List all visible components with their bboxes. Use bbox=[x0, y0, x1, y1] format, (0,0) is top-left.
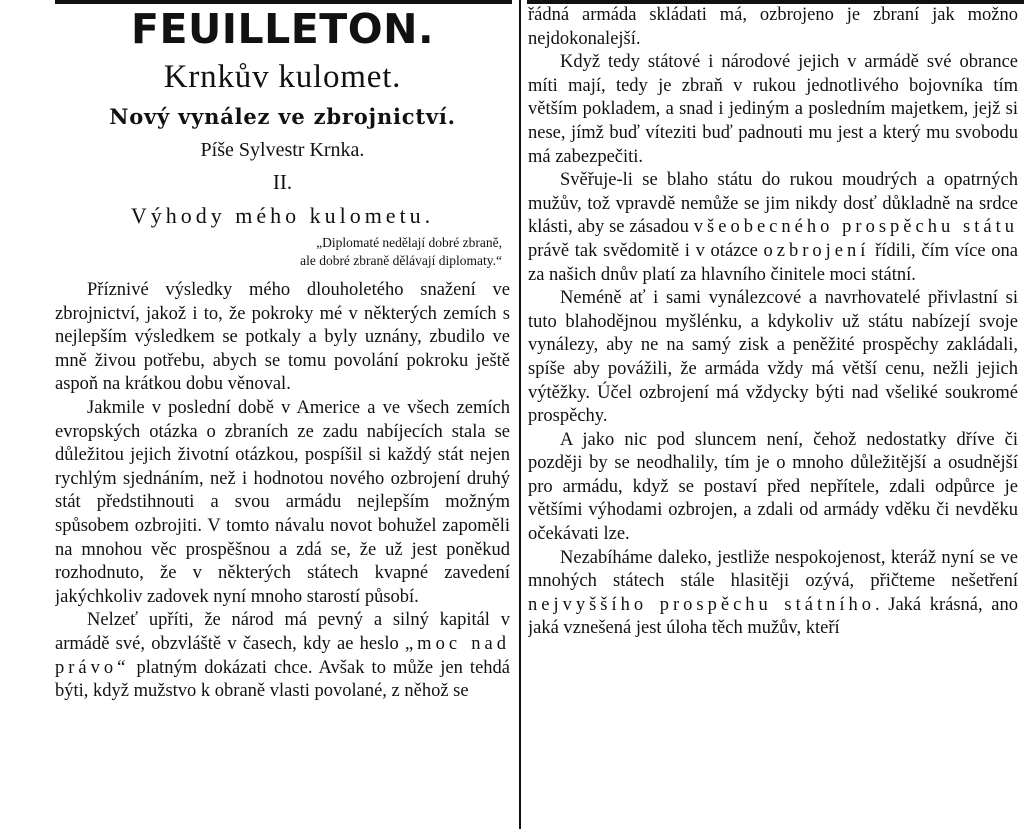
epigraph bbox=[55, 234, 510, 270]
left-column bbox=[55, 4, 510, 704]
text-run: Nelzeť upříti, že národ má pevný a silný kapitál v armádě své, obzvláště v časech, kdy ae heslo bbox=[55, 610, 510, 654]
paragraph: Neméně ať i sami vynálezcové a navrhovatelé přivlastní si tuto blahodějnou myšlénku, a kdykoliv už státu nabízejí svoje vynálezy, aby ne na samý zisk a peněžité prospěchy zakládali, spíše aby povážili, že armáda vždy má větší cenu, nežli jejich výtěžky. Účel ozbrojení má vždycky býti nad všeliké soukromé prospěchy. bbox=[528, 288, 1018, 427]
spaced-emphasis: nejvyššího prospěchu státního bbox=[528, 594, 875, 615]
text-run: Svěřuje-li se blaho státu do rukou moudrých a opatrných mužův, tož vpravdě nemůže se jim nikdy dosť důkladně na srdce klásti, aby se zásadou bbox=[528, 170, 1018, 238]
section-title: Výhody mého kulometu. bbox=[130, 203, 435, 228]
text-run: řídili, čím více ona za našich dnův platí za hlavního činitele moci státní. bbox=[528, 240, 1018, 285]
paragraph bbox=[528, 547, 1018, 641]
paragraph: A jako nic pod sluncem není, čehož nedostatky dříve či později by se neodhalily, tím je o mnoho důležitější a osudnější pro armádu, když se postaví před nepřítele, zdali odpůrce je většími výhodami ozbrojen, a zdali od armády vděku či nevděku očekávati lze. bbox=[528, 429, 1018, 545]
spaced-emphasis: „moc nad právo“ bbox=[55, 633, 510, 678]
paragraph: Jakmile v poslední době v Americe a ve všech zemích evropských otázka o zbraních ze zadu nabíjecích stala se důležitou jejich životní otázkou, pospíšil si každý stát nejen rychlým sjednáním, než i hodnotou nového ozbrojení druhý stát předstihnouti a svou armádu nejlepším možným spůsobem ozbrojiti. V tomto návalu novot bohužel zapoměli na mnohou věc prospěšnou a zdá se, že už jest poněkud rozhodnuto, že v některých státech kvapné zavedení jakýchkoliv zadovek nyní mnoho starostí působí. bbox=[55, 397, 510, 607]
paragraph: Příznivé výsledky mého dlouholetého snažení ve zbrojnictví, jakož i to, že pokroky mé v některých zemích s nejlepším výsledkem se potkaly a byly uznány, zbudilo ve mně živou potřebu, abych se tomu povolání pokroku ještě aspoň na krátkou dobu věnoval. bbox=[55, 280, 510, 395]
text-run: . Jaká krásná, ano jaká vznešená jest úloha těch mužův, kteří bbox=[528, 594, 1018, 639]
text-run: právě tak svědomitě i v otázce bbox=[528, 240, 764, 261]
spaced-emphasis: ozbrojení bbox=[763, 240, 870, 261]
column-divider bbox=[519, 0, 521, 829]
paragraph: Když tedy státové i národové jejich v armádě své obrance míti mají, tedy je zbraň v rukou jednotlivého bojovníka tím větším pokladem, a snad i jediným a posledním majetkem, jejž si nese, jímž buď víteziti buď padnouti mu jest a který mu svobodu má zabezpečiti. bbox=[528, 52, 1018, 167]
epigraph-line: ale dobré zbraně dělávají diplomaty.“ bbox=[300, 253, 502, 268]
paragraph bbox=[55, 609, 510, 703]
article-title: Krnkův kulomet. bbox=[163, 59, 402, 95]
text-run: Nezabíháme daleko, jestliže nespokojenost, kteráž nyní se ve mnohých státech stále hlasitěji ozývá, přičteme nešetření bbox=[528, 547, 1018, 592]
spaced-emphasis: všeobecného prospěchu státu bbox=[693, 217, 1018, 238]
section-heading: FEUILLETON. bbox=[130, 5, 435, 53]
right-column bbox=[528, 4, 1018, 641]
paragraph bbox=[528, 169, 1018, 287]
continuation-text: řádná armáda skládati má, ozbrojeno je zbraní jak možno nejdokonalejší. bbox=[528, 5, 1018, 49]
article-heading bbox=[55, 4, 510, 234]
part-number: II. bbox=[272, 170, 293, 194]
author-byline: Píše Sylvestr Krnka. bbox=[200, 139, 365, 161]
epigraph-line: „Diplomaté nedělají dobré zbraně, bbox=[316, 235, 502, 250]
article-subtitle: Nový vynález ve zbrojnictví. bbox=[109, 104, 456, 129]
text-run: platným dokázati chce. Avšak to může jen tehdá býti, když mužstvo k obraně vlasti povolané, z něhož se bbox=[55, 657, 510, 702]
